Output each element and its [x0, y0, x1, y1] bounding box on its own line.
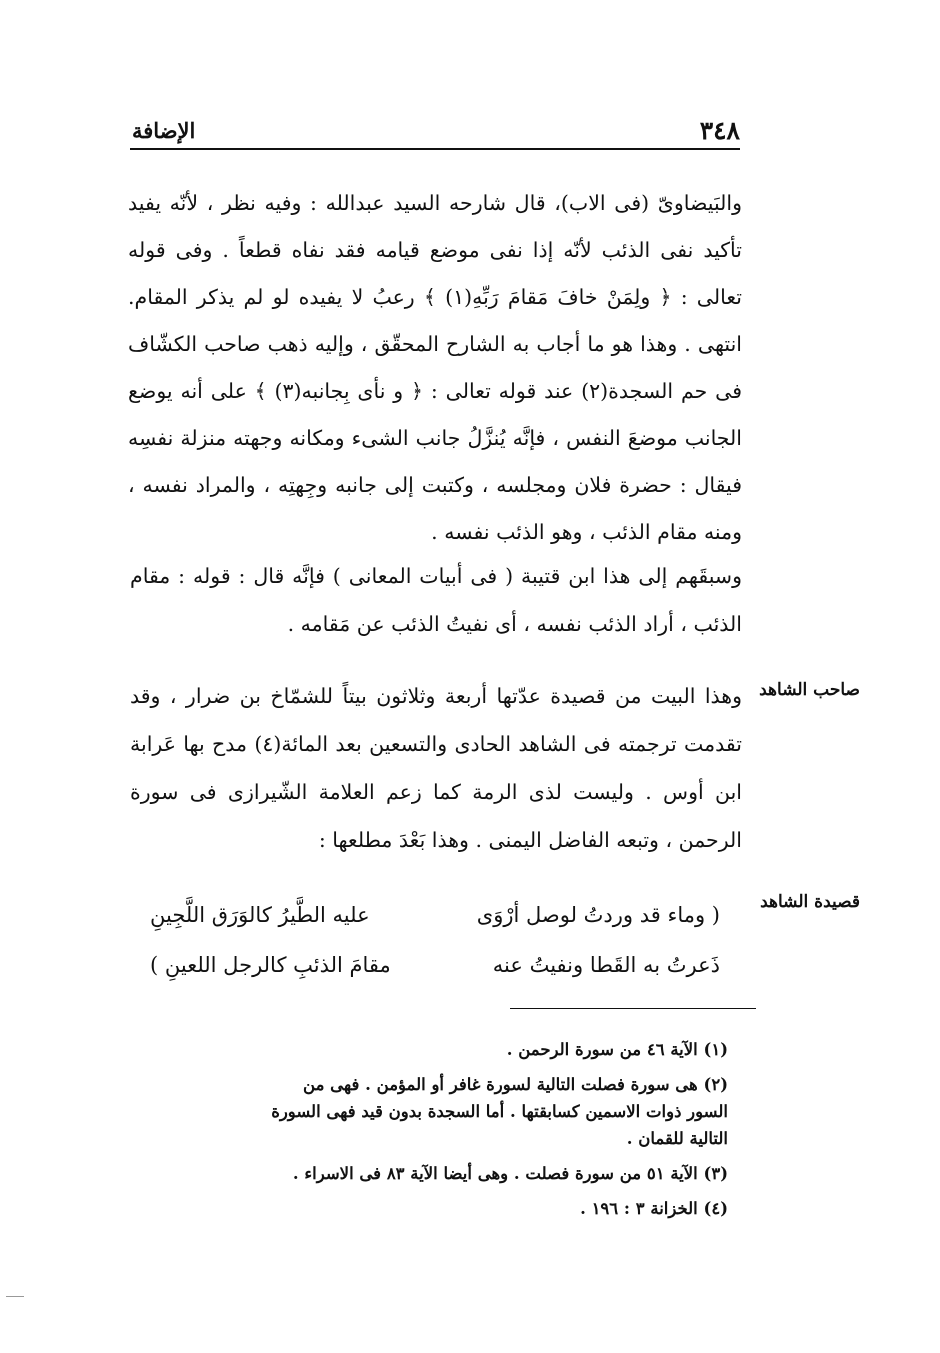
- footnote-1: (١) الآية ٤٦ من سورة الرحمن .: [506, 1040, 728, 1059]
- footnote-3: (٣) الآية ٥١ من سورة فصلت . وهى أيضا الآية ٨٣ فى الاسراء .: [292, 1164, 728, 1183]
- footnotes: [132, 1036, 728, 1230]
- verse-hemistich-second: مقامَ الذئبِ كالرجل اللعينِ ): [150, 953, 391, 977]
- verse-hemistich-first: ( وماء قد وردتُ لوصل أرْوَى: [476, 903, 720, 927]
- body-paragraph-3: وهذا البيت من قصيدة عدّتها أربعة وثلاثون بيتاً للشمّاخ بن ضرار ، وقد تقدمت ترجمته فى الشاهد الحادى والتسعين بعد المائة(٤) مدح بها عَرابة ابن أوس . وليست لذى الرمة كما زعم العلامة الشّيرازى فى سورة الرحمن ، وتبعه الفاضل اليمنى . وهذا بَعْدَ مطلعها :: [130, 684, 742, 852]
- footnote-2-line: السور ذوات الاسمين كسابقتها . أما السجدة بدون قيد فهى السورة: [271, 1102, 728, 1121]
- footnote-rule: [510, 1008, 756, 1009]
- running-title: الإضافة: [132, 118, 196, 143]
- verse-line: [150, 890, 720, 940]
- verse-hemistich-second: عليه الطَّيرُ كالوَرَق اللَّجِينِ: [150, 903, 370, 927]
- page-number: ٣٤٨: [699, 116, 740, 145]
- footnote-4: (٤) الخزانة ٣ : ١٩٦ .: [580, 1199, 728, 1218]
- footnote-2: [132, 1071, 728, 1152]
- verse-hemistich-first: ذَعرتُ به القَطا ونفيتُ عنه: [492, 953, 720, 977]
- page-header: [132, 112, 740, 152]
- verse-block: [150, 890, 720, 990]
- scan-edge-mark: [6, 1296, 24, 1297]
- margin-note-poem: قصيدة الشاهد: [760, 892, 860, 912]
- footnote-2-line: (٢) هى سورة فصلت التالية لسورة غافر أو المؤمن . فهى من: [303, 1075, 728, 1094]
- header-rule: [130, 148, 740, 150]
- margin-note-author: صاحب الشاهد: [759, 680, 860, 700]
- body-paragraph-2: وسبقَهم إلى هذا ابن قتيبة ( فى أبيات المعانى ) فإنَّه قال : قوله : مقام الذئب ، أراد الذئب نفسه ، أى نفيتُ الذئب عن مَقامه .: [130, 564, 742, 636]
- body-paragraph-1: والبَيضاوىّ (فى الاب)، قال شارحه السيد عبدالله : وفيه نظر ، لأنّه يفيد تأكيد نفى الذئب لأنّه إذا نفى موضع قيامه فقد نفاه قطعاً . وفى قوله تعالى : ﴿ ولِمَنْ خافَ مَقامَ رَبِّهِ(١) ﴾ رعبُ لا يفيده لو لم يذكر المقام. انتهى . وهذا هو ما أجاب به الشارح المحقّق ، وإليه ذهب صاحب الكشّاف فى حم السجدة(٢) عند قوله تعالى : ﴿ و نأى بِجانبه(٣) ﴾ على أنه يوضع الجانب موضعَ النفس ، فإنَّه يُنزَّلُ جانب الشىء ومكانه وجهته منزلة نفسِه فيقال : حضرة فلان ومجلسه ، وكتبت إلى جانبه وجِهتِه ، والمراد نفسه ، ومنه مقام الذئب ، وهو الذئب نفسه .: [128, 191, 742, 544]
- footnote-2-line: التالية للقمان .: [626, 1129, 728, 1148]
- verse-line: [150, 940, 720, 990]
